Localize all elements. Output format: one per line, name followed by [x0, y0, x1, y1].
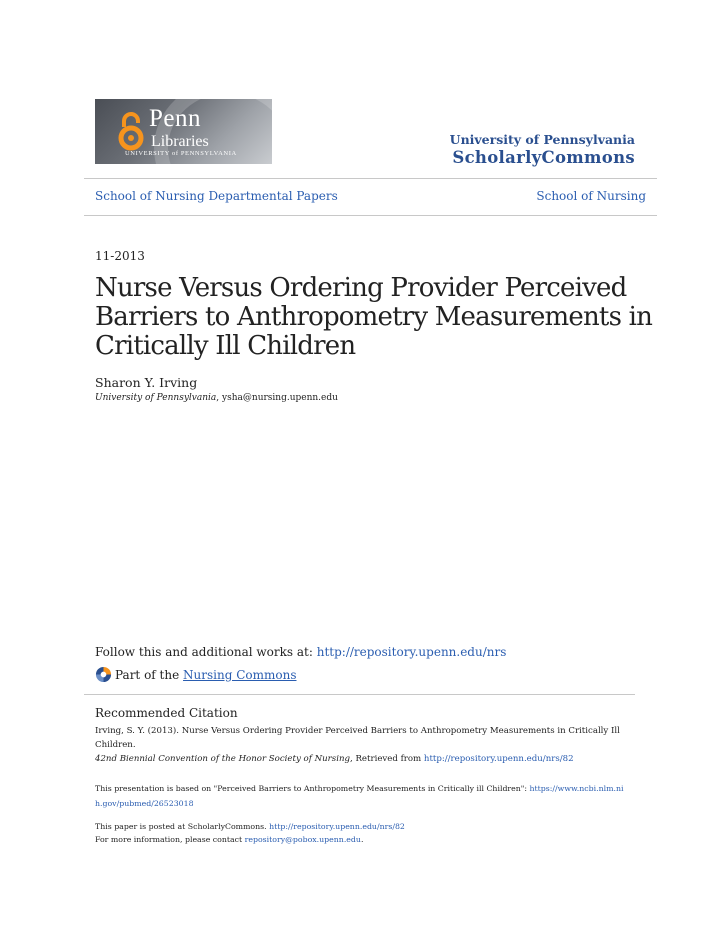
- part-of-line: [95, 666, 297, 683]
- citation-line: Irving, S. Y. (2013). Nurse Versus Ordering Provider Perceived Barriers to Anthropometry Measurements in Critically Ill Children.: [95, 726, 620, 750]
- posted-url-link[interactable]: http://repository.upenn.edu/nrs/82: [269, 822, 405, 831]
- paper-title: Nurse Versus Ordering Provider Perceived Barriers to Anthropometry Measurements in Critically Ill Children: [95, 273, 653, 361]
- header-divider: [84, 178, 657, 179]
- contact-end: .: [360, 835, 364, 844]
- posted-text: This paper is posted at ScholarlyCommons.: [95, 822, 270, 831]
- contact-email-link[interactable]: repository@pobox.upenn.edu: [244, 835, 361, 844]
- logo-penn-text: Penn: [149, 105, 201, 132]
- commons-network-icon: [95, 666, 112, 683]
- citation-text: [95, 724, 635, 766]
- affiliation-separator: ,: [216, 393, 223, 403]
- presentation-note: [95, 781, 630, 811]
- citation-venue: 42nd Biennial Convention of the Honor Society of Nursing: [95, 754, 350, 764]
- author-email: ysha@nursing.upenn.edu: [222, 393, 338, 403]
- nav-divider: [84, 215, 657, 216]
- repository-link[interactable]: http://repository.upenn.edu/nrs: [316, 645, 507, 659]
- note-text: This presentation is based on "Perceived Barriers to Anthropometry Measurements in Critically ill Children":: [95, 784, 530, 793]
- publication-date: 11-2013: [95, 249, 145, 263]
- citation-url-link[interactable]: http://repository.upenn.edu/nrs/82: [423, 754, 574, 764]
- recommended-citation-heading: Recommended Citation: [95, 706, 238, 720]
- logo-libraries-text: Libraries: [151, 133, 209, 150]
- pubmed-link[interactable]: https://www.ncbi.nlm.nih.gov/pubmed/26523018: [95, 784, 624, 808]
- open-access-lock-icon: [117, 111, 145, 151]
- posted-info: [95, 820, 630, 846]
- penn-libraries-logo[interactable]: [95, 99, 272, 164]
- logo-university-text: UNIVERSITY of PENNSYLVANIA: [125, 150, 237, 157]
- contact-text: For more information, please contact: [95, 835, 245, 844]
- nursing-commons-link[interactable]: Nursing Commons: [183, 667, 297, 682]
- affiliation-name: University of Pennsylvania: [95, 393, 217, 403]
- repository-name[interactable]: ScholarlyCommons: [452, 148, 635, 167]
- follow-label: Follow this and additional works at:: [95, 645, 317, 659]
- author-name: Sharon Y. Irving: [95, 375, 198, 390]
- part-of-label: Part of the: [115, 667, 180, 682]
- department-papers-link[interactable]: School of Nursing Departmental Papers: [95, 189, 338, 203]
- school-of-nursing-link[interactable]: School of Nursing: [536, 189, 646, 203]
- follow-line: [95, 645, 506, 659]
- citation-divider: [84, 694, 635, 695]
- author-affiliation: [95, 393, 338, 403]
- citation-retrieved: , Retrieved from: [349, 754, 424, 764]
- repository-university[interactable]: University of Pennsylvania: [449, 132, 635, 147]
